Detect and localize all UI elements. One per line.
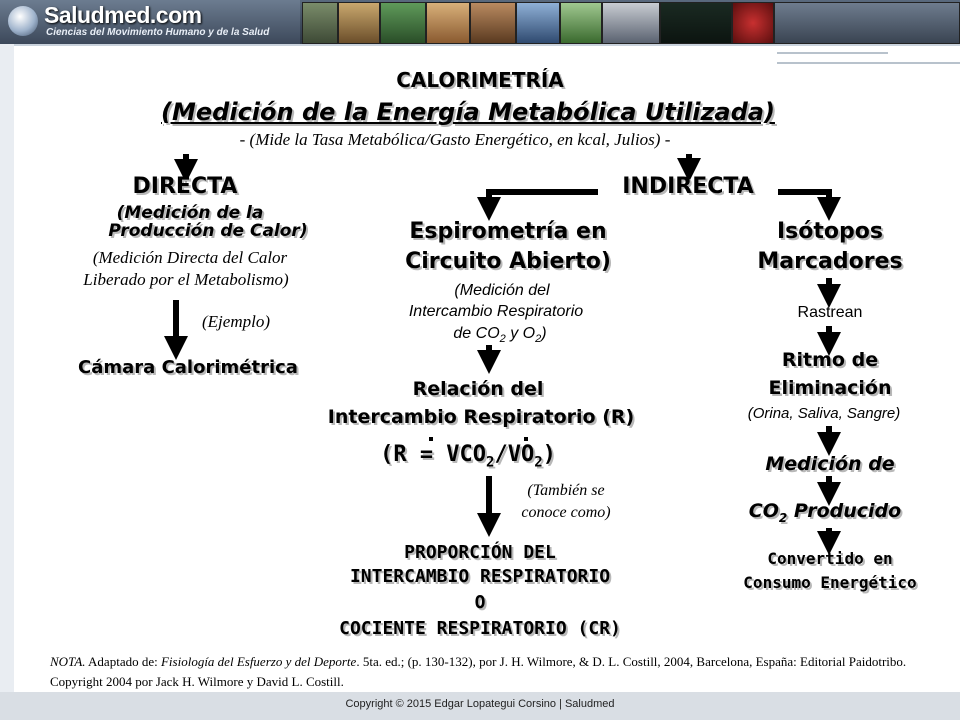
rq-line-1: PROPORCIÓN DEL <box>404 542 556 563</box>
diagram-caption: - (Mide la Tasa Metabólica/Gasto Energético, en kcal, Julios) - <box>239 130 671 149</box>
also-known-1: (También se <box>527 482 605 499</box>
rate-desc: (Orina, Saliva, Sangre) <box>747 405 901 422</box>
rq-line-3: O <box>474 592 486 613</box>
arrow-indirect-iso <box>778 192 829 209</box>
direct-desc-2: Liberado por el Metabolismo) <box>83 270 289 289</box>
arrow-indirect-spiro <box>489 192 598 209</box>
vco2-dot <box>429 437 433 441</box>
rate-title-1: Ritmo de <box>781 349 879 371</box>
diagram-title: CALORIMETRÍA <box>396 68 564 92</box>
note-book-title: Fisiología del Esfuerzo y del Deporte <box>160 654 357 669</box>
site-subtitle: Ciencias del Movimiento Humano y de la Salud <box>46 27 270 38</box>
vo2-dot <box>524 437 528 441</box>
trace-label: Rastrean <box>797 304 863 321</box>
direct-subtitle-1: (Medición de la <box>116 203 264 223</box>
convert-line-2: Consumo Energético <box>743 573 917 592</box>
ratio-title-1: Relación del <box>412 378 544 400</box>
spiro-desc-1: (Medición del <box>454 282 550 299</box>
direct-label: DIRECTA <box>132 174 238 199</box>
convert-line-1: Convertido en <box>767 549 893 568</box>
direct-example: (Ejemplo) <box>202 312 270 331</box>
footer-copyright: Copyright © 2015 Edgar Lopategui Corsino | Saludmed <box>345 698 615 710</box>
direct-subtitle-2: Producción de Calor) <box>108 221 308 241</box>
spiro-desc-3: de $CO_2$ y $O_2$) <box>453 325 547 346</box>
diagram-subtitle: (Medición de la Energía Metabólica Utilizada) <box>161 98 775 126</box>
ratio-formula: $(R = VCO_2/VO_2)$ <box>380 442 556 471</box>
rq-line-2: INTERCAMBIO RESPIRATORIO <box>349 566 611 587</box>
source-note: NOTA. Adaptado de: Fisiología del Esfuerzo y del Deporte. 5ta. ed.; (p. 130-132), por J. H. Wilmore, & D. L. Costill, 2004, Barcelona, España: Editorial Paidotribo. Copyright 2004 por Jack H. Wilmore y David L. Costill. <box>50 654 907 689</box>
spiro-title-1: Espirometría en <box>409 219 607 244</box>
also-known-2: conoce como) <box>521 504 611 521</box>
iso-title-1: Isótopos <box>777 219 883 244</box>
rate-title-2: Eliminación <box>768 377 892 399</box>
site-name: Saludmed.com <box>44 2 202 28</box>
measure-label: Medición de <box>765 453 895 475</box>
indirect-label: INDIRECTA <box>622 174 754 199</box>
spiro-title-2: Circuito Abierto) <box>405 249 611 274</box>
iso-title-2: Marcadores <box>757 249 903 274</box>
spiro-desc-2: Intercambio Respiratorio <box>408 303 584 320</box>
rq-line-4: COCIENTE RESPIRATORIO (CR) <box>339 618 621 639</box>
ratio-title-2: Intercambio Respiratorio (R) <box>327 406 635 428</box>
direct-desc-1: (Medición Directa del Calor <box>92 248 288 267</box>
note-label: NOTA. <box>50 654 86 669</box>
co2-produced: $CO_2$ Producido <box>748 500 902 525</box>
direct-result: Cámara Calorimétrica <box>78 357 298 378</box>
